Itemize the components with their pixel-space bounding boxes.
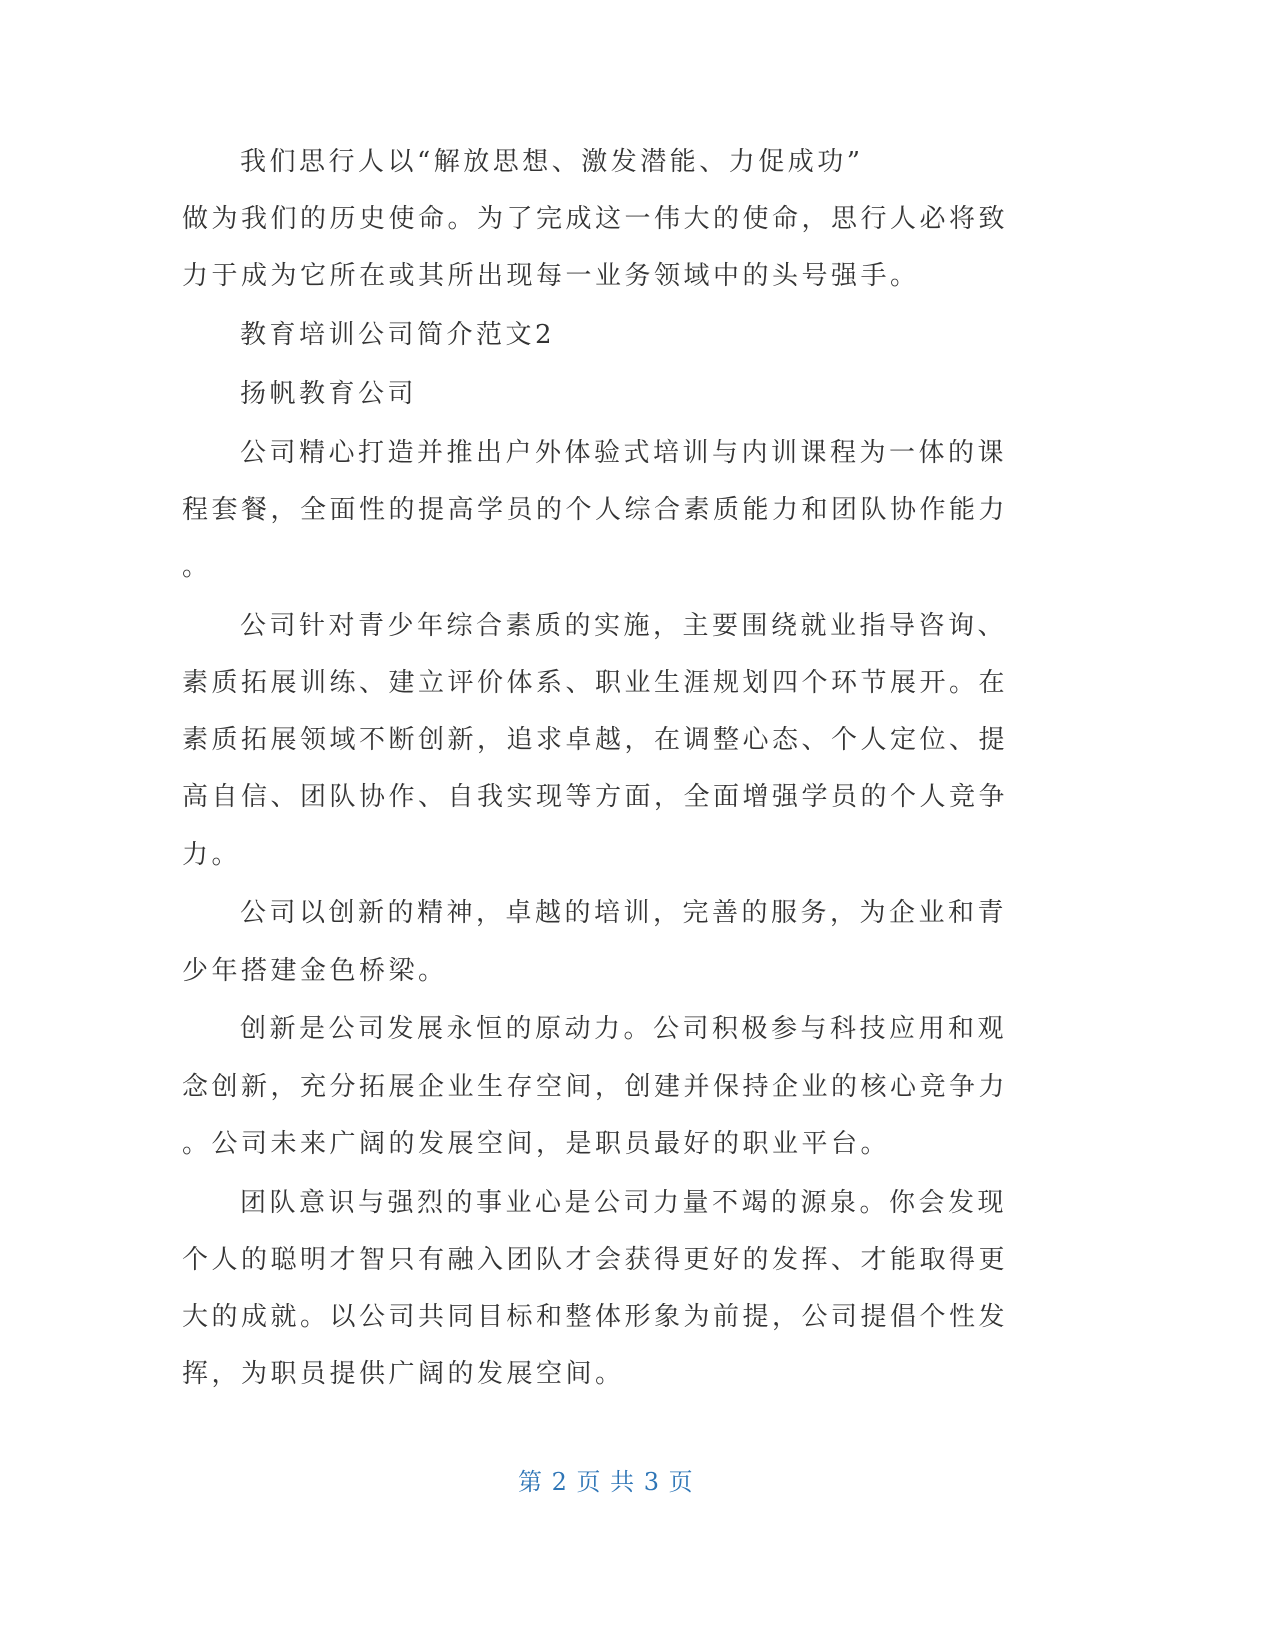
- paragraph-innovation: [182, 1001, 1022, 1173]
- section-title: 教育培训公司简介范文2: [240, 320, 556, 351]
- text-line: 公司以创新的精神，卓越的培训，完善的服务，为企业和青: [240, 898, 1008, 929]
- text-line: 创新是公司发展永恒的原动力。公司积极参与科技应用和观: [240, 1014, 1008, 1045]
- text-line: 。公司未来广阔的发展空间，是职员最好的职业平台。: [182, 1128, 891, 1159]
- text-line: 个人的聪明才智只有融入团队才会获得更好的发挥、才能取得更: [182, 1244, 1009, 1275]
- text-line: 挥，为职员提供广阔的发展空间。: [182, 1359, 625, 1390]
- paragraph-teamwork: [182, 1175, 1022, 1404]
- text-line: 念创新，充分拓展企业生存空间，创建并保持企业的核心竞争力: [182, 1071, 1009, 1102]
- text-line: 素质拓展领域不断创新，追求卓越，在调整心态、个人定位、提: [182, 725, 1009, 756]
- paragraph-youth-quality: [182, 598, 1022, 884]
- company-name-paragraph: [182, 366, 1022, 423]
- paragraph-courses: [182, 425, 1022, 597]
- text-line: 高自信、团队协作、自我实现等方面，全面增强学员的个人竞争: [182, 782, 1009, 813]
- text-line: 力于成为它所在或其所出现每一业务领域中的头号强手。: [182, 261, 920, 292]
- document-body: [182, 134, 1022, 1405]
- paragraph-bridge: [182, 885, 1022, 999]
- text-line: 程套餐，全面性的提高学员的个人综合素质能力和团队协作能力: [182, 494, 1009, 525]
- page-number-footer: 第 2 页 共 3 页: [518, 1468, 694, 1496]
- text-line: 做为我们的历史使命。为了完成这一伟大的使命，思行人必将致: [182, 204, 1009, 235]
- paragraph-mission: [182, 134, 1022, 306]
- text-line: 大的成就。以公司共同目标和整体形象为前提，公司提倡个性发: [182, 1301, 1009, 1332]
- text-line: 少年搭建金色桥梁。: [182, 955, 448, 986]
- text-line: 素质拓展训练、建立评价体系、职业生涯规划四个环节展开。在: [182, 668, 1009, 699]
- company-name: 扬帆教育公司: [240, 378, 418, 409]
- section-heading: [182, 307, 1022, 364]
- text-line: 团队意识与强烈的事业心是公司力量不竭的源泉。你会发现: [240, 1187, 1008, 1218]
- text-line: 。: [182, 552, 212, 583]
- text-line: 公司针对青少年综合素质的实施，主要围绕就业指导咨询、: [240, 610, 1008, 641]
- text-line: 我们思行人以“解放思想、激发潜能、力促成功”: [240, 147, 864, 177]
- text-line: 力。: [182, 839, 242, 870]
- text-line: 公司精心打造并推出户外体验式培训与内训课程为一体的课: [240, 437, 1008, 468]
